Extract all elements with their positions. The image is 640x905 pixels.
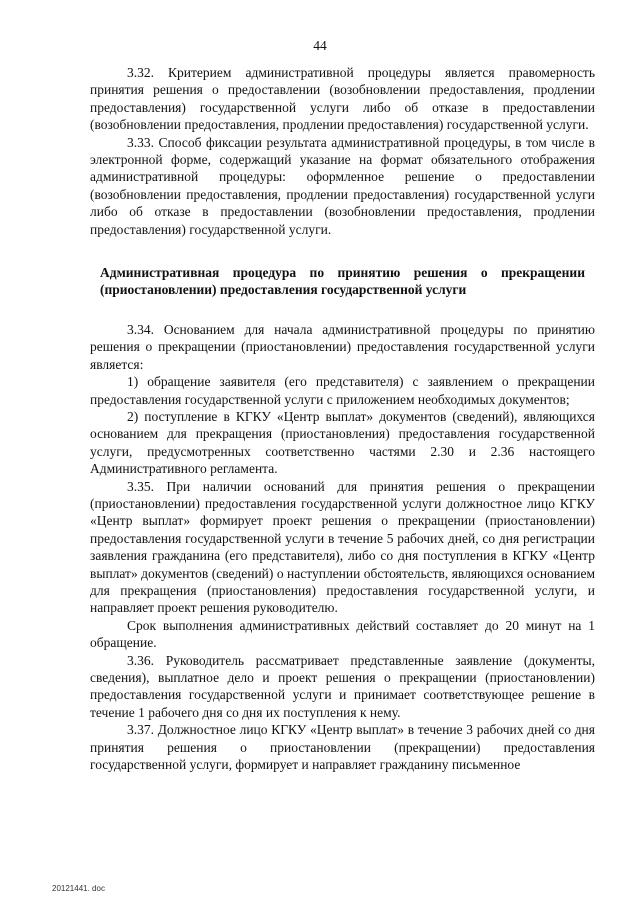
- paragraph-3-36: 3.36. Руководитель рассматривает представленные заявление (документы, сведения), выплатное дело и проект решения о прекращении (приостановлении) предоставления государственной услуги и принимает соответствующее решение в течение 1 рабочего дня со дня их поступления к нему.: [90, 652, 595, 720]
- paragraph-3-34-item-2: 2) поступление в КГКУ «Центр выплат» документов (сведений), являющихся основанием для прекращения (приостановления) предоставления государственной услуги, предусмотренных соответственно частями 2.30 и 2.36 настоящего Административного регламента.: [90, 408, 595, 477]
- document-body: [90, 64, 595, 773]
- section-heading: Административная процедура по принятию решения о прекращении (приостановлении) предоставления государственной услуги: [100, 265, 585, 298]
- paragraph-3-34-item-1: 1) обращение заявителя (его представителя) с заявлением о прекращении предоставления государственной услуги с приложением необходимых документов;: [90, 374, 595, 407]
- paragraph-3-32: 3.32. Критерием административной процедуры является правомерность принятия решения о предоставлении (возобновлении предоставления, продлении предоставления) государственной услуги либо об отказе в предоставлении (возобновлении предоставления, продлении предоставления) государственной услуги.: [90, 65, 595, 133]
- paragraph-3-34: 3.34. Основанием для начала административной процедуры по принятию решения о прекращении (приостановлении) предоставления государственной услуги является:: [90, 321, 595, 372]
- paragraph-3-37: 3.37. Должностное лицо КГКУ «Центр выплат» в течение 3 рабочих дней со дня принятия решения о приостановлении (прекращении) предоставления государственной услуги, формирует и направляет гражданину письменное: [90, 722, 595, 773]
- paragraph-3-35: 3.35. При наличии оснований для принятия решения о прекращении (приостановлении) предоставления государственной услуги должностное лицо КГКУ «Центр выплат» формирует проект решения о прекращении (приостановлении) предоставления государственной услуги в течение 5 рабочих дней, со дня регистрации заявления гражданина (его представителя), либо со дня поступления в КГКУ «Центр выплат» документов (сведений) о наступлении обстоятельств, являющихся основанием для прекращения (приостановления) предоставления государственной услуги, и направляет проект решения руководителю.: [90, 478, 595, 616]
- paragraph-3-35-time: Срок выполнения административных действий составляет до 20 минут на 1 обращение.: [90, 617, 595, 651]
- page-number: 44: [313, 38, 327, 53]
- file-name-footer: 20121441. doc: [52, 884, 105, 893]
- paragraph-3-33: 3.33. Способ фиксации результата административной процедуры, в том числе в электронной форме, содержащий указание на формат обязательного отображения административной процедуры: оформленное решение о предоставлении (возобновлении предоставления, продлении предоставления) государственной услуги либо об отказе в предоставлении (возобновлении предоставления, продлении предоставления) государственной услуги.: [90, 134, 595, 237]
